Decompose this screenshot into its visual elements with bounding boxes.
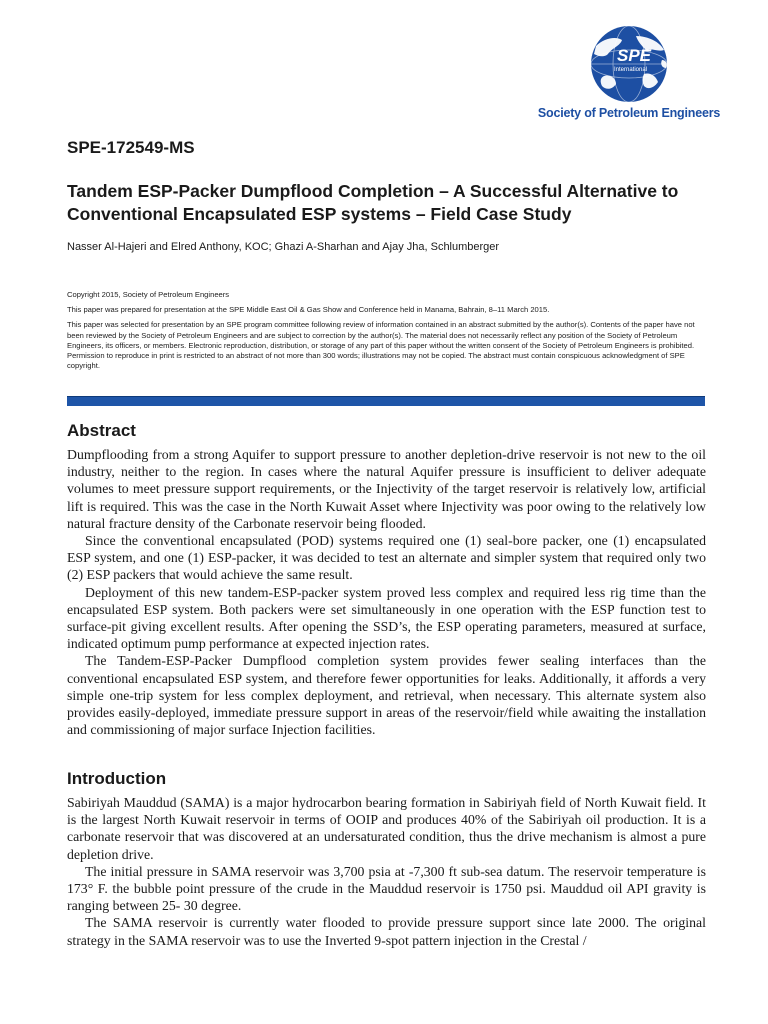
abstract-paragraph: Since the conventional encapsulated (POD) systems required one (1) seal-bore packer, one (1) encapsulated ESP system, and one (1) ESP-packer, it was decided to test an alternate and simpler system that required only two (2) ESP packers that would achieve the same result. [67,533,706,583]
paper-id: SPE-172549-MS [67,138,195,157]
abstract-heading: Abstract [67,421,136,440]
introduction-paragraph: The SAMA reservoir is currently water flooded to provide pressure support since late 2000. The original strategy in the SAMA reservoir was to use the Inverted 9-spot pattern injection in the Crestal / [67,915,706,948]
front-matter [67,290,707,376]
copyright-notice: Copyright 2015, Society of Petroleum Engineers [67,290,230,299]
section-divider-rule [67,396,705,406]
introduction-heading: Introduction [67,769,167,788]
abstract-paragraph: Deployment of this new tandem-ESP-packer system proved less complex and required less rig time than the encapsulated ESP system. Both packers were set simultaneously in one operation with the ESP function test to surface-pit giving excellent results. After opening the SSD’s, the ESP operating parameters, measured at surface, indicated optimum pump performance at expected injection rates. [67,584,706,652]
spe-logo [534,24,724,124]
logo-mark-subtext: International [614,67,648,73]
abstract-paragraph: Dumpflooding from a strong Aquifer to support pressure to another depletion-drive reservoir is not new to the oil industry, neither to the region. In cases where the natural Aquifer pressure is insufficient to deliver adequate volumes to meet pressure support requirements, or the Injectivity of the target reservoir is relatively low, artificial lift is required. This was the case in the North Kuwait Asset where Injectivity was poor owing to the relatively low natural fracture density of the Carbonate reservoir being flooded. [67,447,706,531]
authors: Nasser Al-Hajeri and Elred Anthony, KOC; Ghazi A-Sharhan and Ajay Jha, Schlumberger [67,241,500,253]
abstract-body [67,446,706,738]
paper-title: Tandem ESP-Packer Dumpflood Completion – A Successful Alternative to Conventional Encapsulated ESP systems – Field Case Study [67,181,679,224]
introduction-paragraph: The initial pressure in SAMA reservoir was 3,700 psia at -7,300 ft sub-sea datum. The reservoir temperature is 173° F. the bubble point pressure of the crude in the Mauddud reservoir is 1750 psi. Mauddud oil API gravity is ranging between 25- 30 degree. [67,863,706,914]
presentation-notice: This paper was prepared for presentation at the SPE Middle East Oil & Gas Show and Conference held in Manama, Bahrain, 8–11 March 2015. [67,305,550,315]
introduction-paragraph: Sabiriyah Mauddud (SAMA) is a major hydrocarbon bearing formation in Sabiriyah field of North Kuwait field. It is the largest North Kuwait reservoir in terms of OOIP and produces 40% of the Sabiriyah oil production. It is a carbonate reservoir that was discovered at an undersaturated condition, thus the drive mechanism is almost a pure depletion drive. [67,795,706,862]
logo-mark-text: SPE [617,46,652,65]
logo-caption: Society of Petroleum Engineers [537,106,721,120]
abstract-paragraph: The Tandem-ESP-Packer Dumpflood completion system provides fewer sealing interfaces than the conventional encapsulated ESP system, and therefore fewer opportunities for leaks. Additionally, it affords a very simple one-trip system for less complex deployment, and retrieval, when necessary. This alternate system also provides easily-deployed, immediate pressure support in areas of the reservoir/field while awaiting the installation and commissioning of major surface Injection facilities. [67,653,706,738]
selection-notice: This paper was selected for presentation by an SPE program committee following review of information contained in an abstract submitted by the author(s). Contents of the paper have not been reviewed by the Society of Petroleum Engineers and are subject to correction by the author(s). The material does not necessarily reflect any position of the Society of Petroleum Engineers, its officers, or members. Electronic reproduction, distribution, or storage of any part of this paper without the written consent of the Society of Petroleum Engineers is prohibited. Permission to reproduce in print is restricted to an abstract of not more than 300 words; illustrations may not be copied. The abstract must contain conspicuous acknowledgment of SPE copyright. [67,320,695,371]
introduction-body [67,794,706,949]
